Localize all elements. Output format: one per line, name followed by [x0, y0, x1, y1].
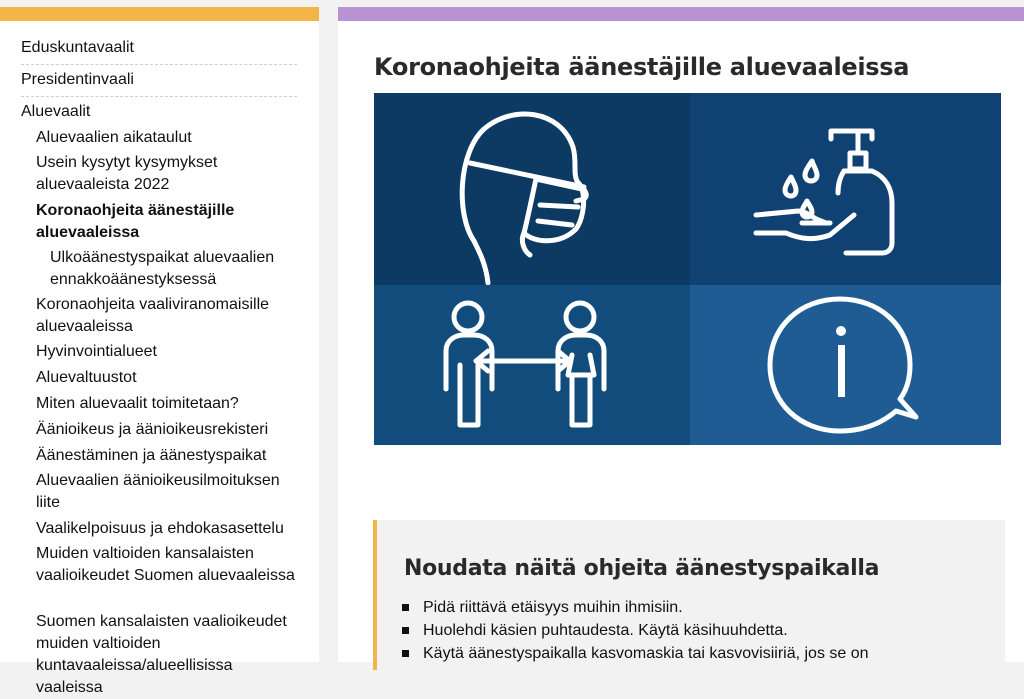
nav-subitem-aanestaminen[interactable]: Äänestäminen ja äänestyspaikat: [36, 447, 267, 464]
tile-face-mask: [374, 93, 690, 285]
content-accent-bar: [338, 7, 1024, 21]
nav-subitem-miten-toimitetaan[interactable]: Miten aluevaalit toimitetaan?: [36, 395, 239, 412]
nav-subitem-aanioikeusilmoituksen-liite[interactable]: Aluevaalien äänioikeusilmoituksen liite: [36, 472, 280, 511]
nav-subitem-aikataulut[interactable]: Aluevaalien aikataulut: [36, 129, 192, 146]
notice-box: [373, 520, 1005, 670]
page-title: Koronaohjeita äänestäjille aluevaaleissa: [374, 53, 910, 81]
nav-subitem-aanioikeus[interactable]: Äänioikeus ja äänioikeusrekisteri: [36, 421, 269, 438]
nav-subitem-vaalikelpoisuus[interactable]: Vaalikelpoisuus ja ehdokasasettelu: [36, 520, 284, 537]
notice-list: [402, 596, 869, 665]
info-speech-bubble-icon: [690, 285, 1001, 445]
notice-title: Noudata näitä ohjeita äänestyspaikalla: [404, 556, 880, 581]
nav-subitem-suomen-kansalaiset-ulkomailla[interactable]: Suomen kansalaisten vaalioikeudet muiden valtioiden kuntavaaleissa/alueellisissa vaaleissa: [36, 613, 287, 696]
notice-item: Pidä riittävä etäisyys muihin ihmisiin.: [402, 596, 869, 619]
tile-hand-sanitizer: [690, 93, 1001, 285]
nav-subitem-aluevaltuustot[interactable]: Aluevaltuustot: [36, 369, 137, 386]
sidebar-nav: [0, 21, 319, 696]
tile-social-distance: [374, 285, 690, 445]
hand-sanitizer-icon: [690, 93, 1001, 285]
face-mask-icon: [374, 93, 690, 285]
nav-item-eduskuntavaalit[interactable]: Eduskuntavaalit: [21, 32, 297, 65]
nav-subitem-koronaohjeita-aanestajille[interactable]: Koronaohjeita äänestäjille aluevaaleissa: [36, 202, 235, 241]
nav-subitem-muiden-valtioiden-kansalaiset[interactable]: Muiden valtioiden kansalaisten vaalioikeudet Suomen aluevaaleissa: [36, 545, 295, 584]
notice-item: Käytä äänestyspaikalla kasvomaskia tai kasvovisiiriä, jos se on: [402, 642, 869, 665]
nav-subitem-usein-kysytyt[interactable]: Usein kysytyt kysymykset aluevaaleista 2022: [36, 154, 218, 193]
nav-item-aluevaalit[interactable]: Aluevaalit: [21, 103, 91, 120]
nav-subitem-koronaohjeita-viranomaisille[interactable]: Koronaohjeita vaaliviranomaisille aluevaaleissa: [36, 296, 270, 335]
nav-subitem-hyvinvointialueet[interactable]: Hyvinvointialueet: [36, 343, 157, 360]
notice-item: Huolehdi käsien puhtaudesta. Käytä käsihuuhdetta.: [402, 619, 869, 642]
social-distance-icon: [374, 285, 690, 445]
nav-subitem-ulkoaanestyspaikat[interactable]: Ulkoäänestyspaikat aluevaalien ennakkoäänestyksessä: [50, 249, 275, 288]
main-content: [338, 21, 1024, 662]
nav-item-presidentinvaali[interactable]: Presidentinvaali: [21, 64, 297, 97]
tile-info: [690, 285, 1001, 445]
sidebar-accent-bar: [0, 7, 319, 21]
infographic: [374, 93, 1001, 445]
